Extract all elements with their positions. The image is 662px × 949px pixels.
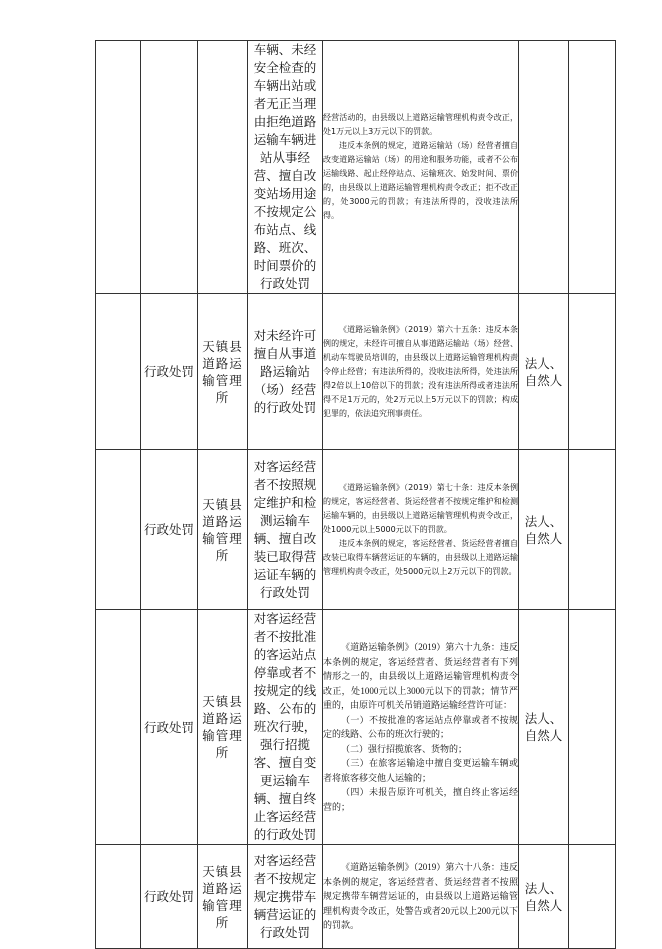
department-cell bbox=[198, 41, 248, 294]
table-row bbox=[96, 294, 616, 450]
basis-paragraph: 《道路运输条例》（2019）第六十九条：违反本条例的规定，客运经营者、货运经营者有下列情形之一的，由县级以上道路运输管理机构责令改正，处1000元以上3000元以下的罚款；情节严重的，由原许可机关吊销道路运输经营许可证： bbox=[323, 642, 518, 710]
subject-cell: 法人、自然人 bbox=[519, 845, 569, 949]
remark-cell bbox=[569, 610, 616, 845]
index-cell bbox=[96, 610, 141, 845]
table-row bbox=[96, 845, 616, 949]
subject-cell: 法人、自然人 bbox=[519, 294, 569, 450]
basis-paragraph: 违反本条例的规定，道路运输站（场）经营者擅自改变道路运输站（场）的用途和服务功能，或者不公布运输线路、起止经停站点、运输班次、始发时间、票价的，由县级以上道路运输管理机构责令改正；拒不改正的，处3000元的罚款；有违法所得的，没收违法所得。 bbox=[323, 141, 518, 220]
department-cell: 天镇县道路运输管理所 bbox=[198, 294, 248, 450]
subject-cell: 法人、自然人 bbox=[519, 450, 569, 610]
remark-cell bbox=[569, 845, 616, 949]
item-cell: 对客运经营者不按照规定维护和检测运输车辆、擅自改装已取得营运证车辆的行政处罚 bbox=[248, 450, 323, 610]
index-cell bbox=[96, 41, 141, 294]
remark-cell bbox=[569, 294, 616, 450]
basis-paragraph: 《道路运输条例》（2019）第六十八条：违反本条例的规定，客运经营者、货运经营者不按照规定携带车辆营运证的，由县级以上道路运输管理机构责令改正，处警告或者20元以上200元以下的罚款。 bbox=[323, 862, 518, 931]
category-cell: 行政处罚 bbox=[141, 845, 198, 949]
category-cell bbox=[141, 41, 198, 294]
basis-paragraph: 《道路运输条例》（2019）第六十五条：违反本条例的规定，未经许可擅自从事道路运输站（场）经营、机动车驾驶员培训的，由县级以上道路运输管理机构责令停止经营；有违法所得的，没收违法所得，处违法所得2倍以上10倍以下的罚款；没有违法所得或者违法所得不足1万元的，处2万元以上5万元以下的罚款；构成犯罪的，依法追究刑事责任。 bbox=[323, 324, 518, 418]
item-cell: 对客运经营者不按批准的客运站点停靠或者不按规定的线路、公布的班次行驶，强行招揽客、擅自变更运输车辆、擅自终止客运经营的行政处罚 bbox=[248, 610, 323, 845]
basis-paragraph: （二）强行招揽旅客、货物的； bbox=[341, 743, 468, 754]
basis-cell bbox=[323, 450, 519, 610]
item-cell: 对未经许可擅自从事道路运输站（场）经营的行政处罚 bbox=[248, 294, 323, 450]
department-cell: 天镇县道路运输管理所 bbox=[198, 845, 248, 949]
item-cell: 对客运经营者不按规定规定携带车辆营运证的行政处罚 bbox=[248, 845, 323, 949]
subject-cell bbox=[519, 41, 569, 294]
basis-paragraph: （三）在旅客运输途中擅自变更运输车辆或者将旅客移交他人运输的； bbox=[323, 758, 518, 783]
index-cell bbox=[96, 845, 141, 949]
index-cell bbox=[96, 294, 141, 450]
basis-cell bbox=[323, 610, 519, 845]
basis-paragraph: （四）未报告原许可机关，擅自终止客运经营的； bbox=[323, 787, 518, 812]
basis-paragraph: 《道路运输条例》（2019）第七十条：违反本条例的规定，客运经营者、货运经营者不按规定维护和检测运输车辆的，由县级以上道路运输管理机构责令改正，处1000元以上5000元以下的罚款。 bbox=[323, 482, 518, 534]
remark-cell bbox=[569, 41, 616, 294]
item-cell: 车辆、未经安全检查的车辆出站或者无正当理由拒绝道路运输车辆进站从事经营、擅自改变站场用途不按规定公布站点、线路、班次、时间票价的行政处罚 bbox=[248, 41, 323, 294]
basis-cell bbox=[323, 845, 519, 949]
basis-paragraph: 违反本条例的规定，客运经营者、货运经营者擅自改装已取得车辆营运证的车辆的，由县级以上道路运输管理机构责令改正，处5000元以上2万元以下的罚款。 bbox=[323, 538, 518, 576]
category-cell: 行政处罚 bbox=[141, 450, 198, 610]
category-cell: 行政处罚 bbox=[141, 610, 198, 845]
subject-cell: 法人、自然人 bbox=[519, 610, 569, 845]
basis-cell bbox=[323, 41, 519, 294]
basis-paragraph: 经营活动的，由县级以上道路运输管理机构责令改正，处1万元以上3万元以下的罚款。 bbox=[323, 113, 518, 136]
penalty-table bbox=[95, 40, 616, 949]
basis-paragraph: （一）不按批准的客运站点停靠或者不按规定的线路、公布的班次行驶的； bbox=[323, 714, 518, 739]
category-cell: 行政处罚 bbox=[141, 294, 198, 450]
department-cell: 天镇县道路运输管理所 bbox=[198, 610, 248, 845]
table-row bbox=[96, 41, 616, 294]
table-row bbox=[96, 450, 616, 610]
table-row bbox=[96, 610, 616, 845]
department-cell: 天镇县道路运输管理所 bbox=[198, 450, 248, 610]
basis-cell bbox=[323, 294, 519, 450]
remark-cell bbox=[569, 450, 616, 610]
index-cell bbox=[96, 450, 141, 610]
